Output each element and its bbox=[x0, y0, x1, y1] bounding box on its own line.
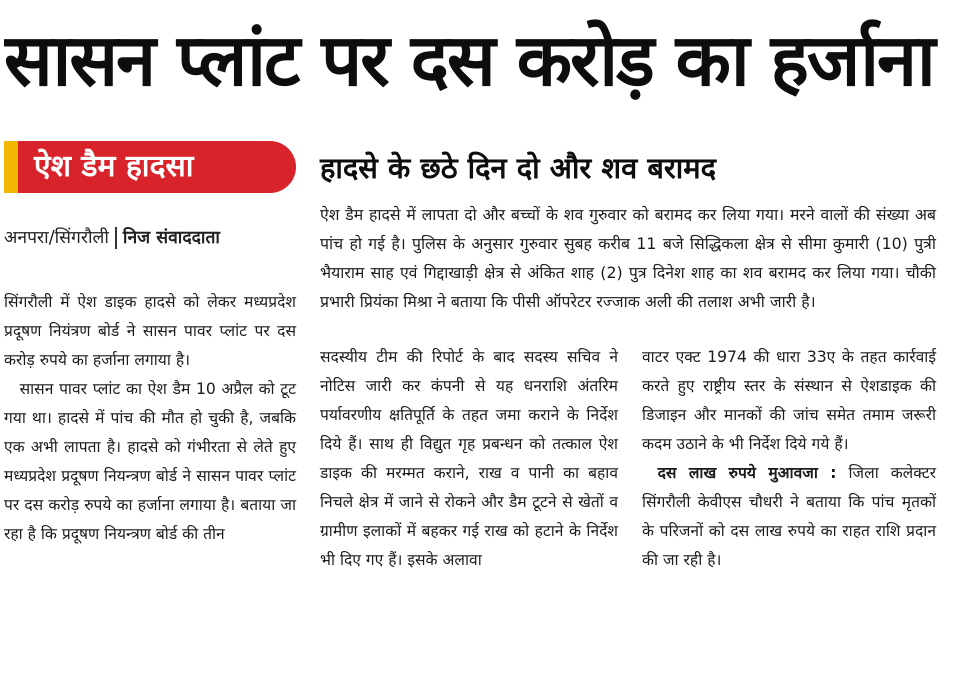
compensation-subhead: दस लाख रुपये मुआवजा : bbox=[657, 464, 837, 482]
kicker-label: ऐश डैम हादसा bbox=[18, 141, 296, 193]
column2-paragraph-1: सदस्यीय टीम की रिपोर्ट के बाद सदस्य सचिव ने नोटिस जारी कर कंपनी से यह धनराशि अंतरिम पर्यावरणीय क्षतिपूर्ति के तहत जमा कराने के निर्देश दिये हैं। साथ ही विद्युत गृह प्रबन्धन को तत्काल ऐश डाइक की मरम्मत कराने, राख व पानी का बहाव निचले क्षेत्र में जाने से रोकने और डैम टूटने से खेतों व ग्रामीण इलाकों में बहकर गई राख को हटाने के निर्देश भी दिए गए हैं। इसके अलावा bbox=[320, 348, 618, 569]
sub-headline: हादसे के छठे दिन दो और शव बरामद bbox=[320, 151, 716, 185]
column1-paragraph-1: सिंगरौली में ऐश डाइक हादसे को लेकर मध्यप्रदेश प्रदूषण नियंत्रण बोर्ड ने सासन पावर प्लांट पर दस करोड़ रुपये का हर्जाना लगाया है। bbox=[4, 293, 296, 369]
column3-paragraph-2-text: जिला कलेक्टर सिंगरौली केवीएस चौधरी ने बताया कि पांच मृतकों के परिजनों को दस लाख रुपये का राहत राशि प्रदान की जा रही है। bbox=[642, 464, 936, 569]
main-headline: सासन प्लांट पर दस करोड़ का हर्जाना bbox=[4, 18, 934, 102]
dateline-reporter: निज संवाददाता bbox=[122, 228, 220, 248]
section-kicker bbox=[4, 141, 296, 193]
dateline bbox=[4, 222, 296, 254]
kicker-accent-bar bbox=[4, 141, 18, 193]
article-column-1 bbox=[4, 288, 296, 549]
column1-paragraph-2: सासन पावर प्लांट का ऐश डैम 10 अप्रैल को टूट गया था। हादसे में पांच की मौत हो चुकी है, जबकि एक अभी लापता है। हादसे को गंभीरता से लेते हुए मध्यप्रदेश प्रदूषण नियन्त्रण बोर्ड ने सासन पावर प्लांट पर दस करोड़ रुपये का हर्जाना लगाया है। बताया जा रहा है कि प्रदूषण नियन्त्रण बोर्ड की तीन bbox=[4, 380, 296, 543]
column3-paragraph-1: वाटर एक्ट 1974 की धारा 33ए के तहत कार्रवाई करते हुए राष्ट्रीय स्तर के संस्थान से ऐशडाइक की डिजाइन और मानकों की जांच समेत तमाम जरूरी कदम उठाने के भी निर्देश दिये गये हैं। bbox=[642, 348, 936, 453]
column3-paragraph-2 bbox=[642, 459, 936, 575]
dateline-divider bbox=[115, 227, 117, 249]
article-column-3 bbox=[642, 343, 936, 575]
lead-text: ऐश डैम हादसे में लापता दो और बच्चों के शव गुरुवार को बरामद कर लिया गया। मरने वालों की संख्या अब पांच हो गई है। पुलिस के अनुसार गुरुवार सुबह करीब 11 बजे सिद्धिकला क्षेत्र से सीमा कुमारी (10) पुत्री भैयाराम साह एवं गिद्दाखाड़ी क्षेत्र से अंकित शाह (2) पुत्र दिनेश शाह का शव बरामद कर लिया गया। चौकी प्रभारी प्रियंका मिश्रा ने बताया कि पीसी ऑपरेटर रज्जाक अली की तलाश अभी जारी है। bbox=[320, 205, 936, 311]
dateline-place: अनपरा/सिंगरौली bbox=[4, 228, 109, 248]
article-column-2 bbox=[320, 343, 618, 575]
lead-paragraph bbox=[320, 200, 936, 316]
